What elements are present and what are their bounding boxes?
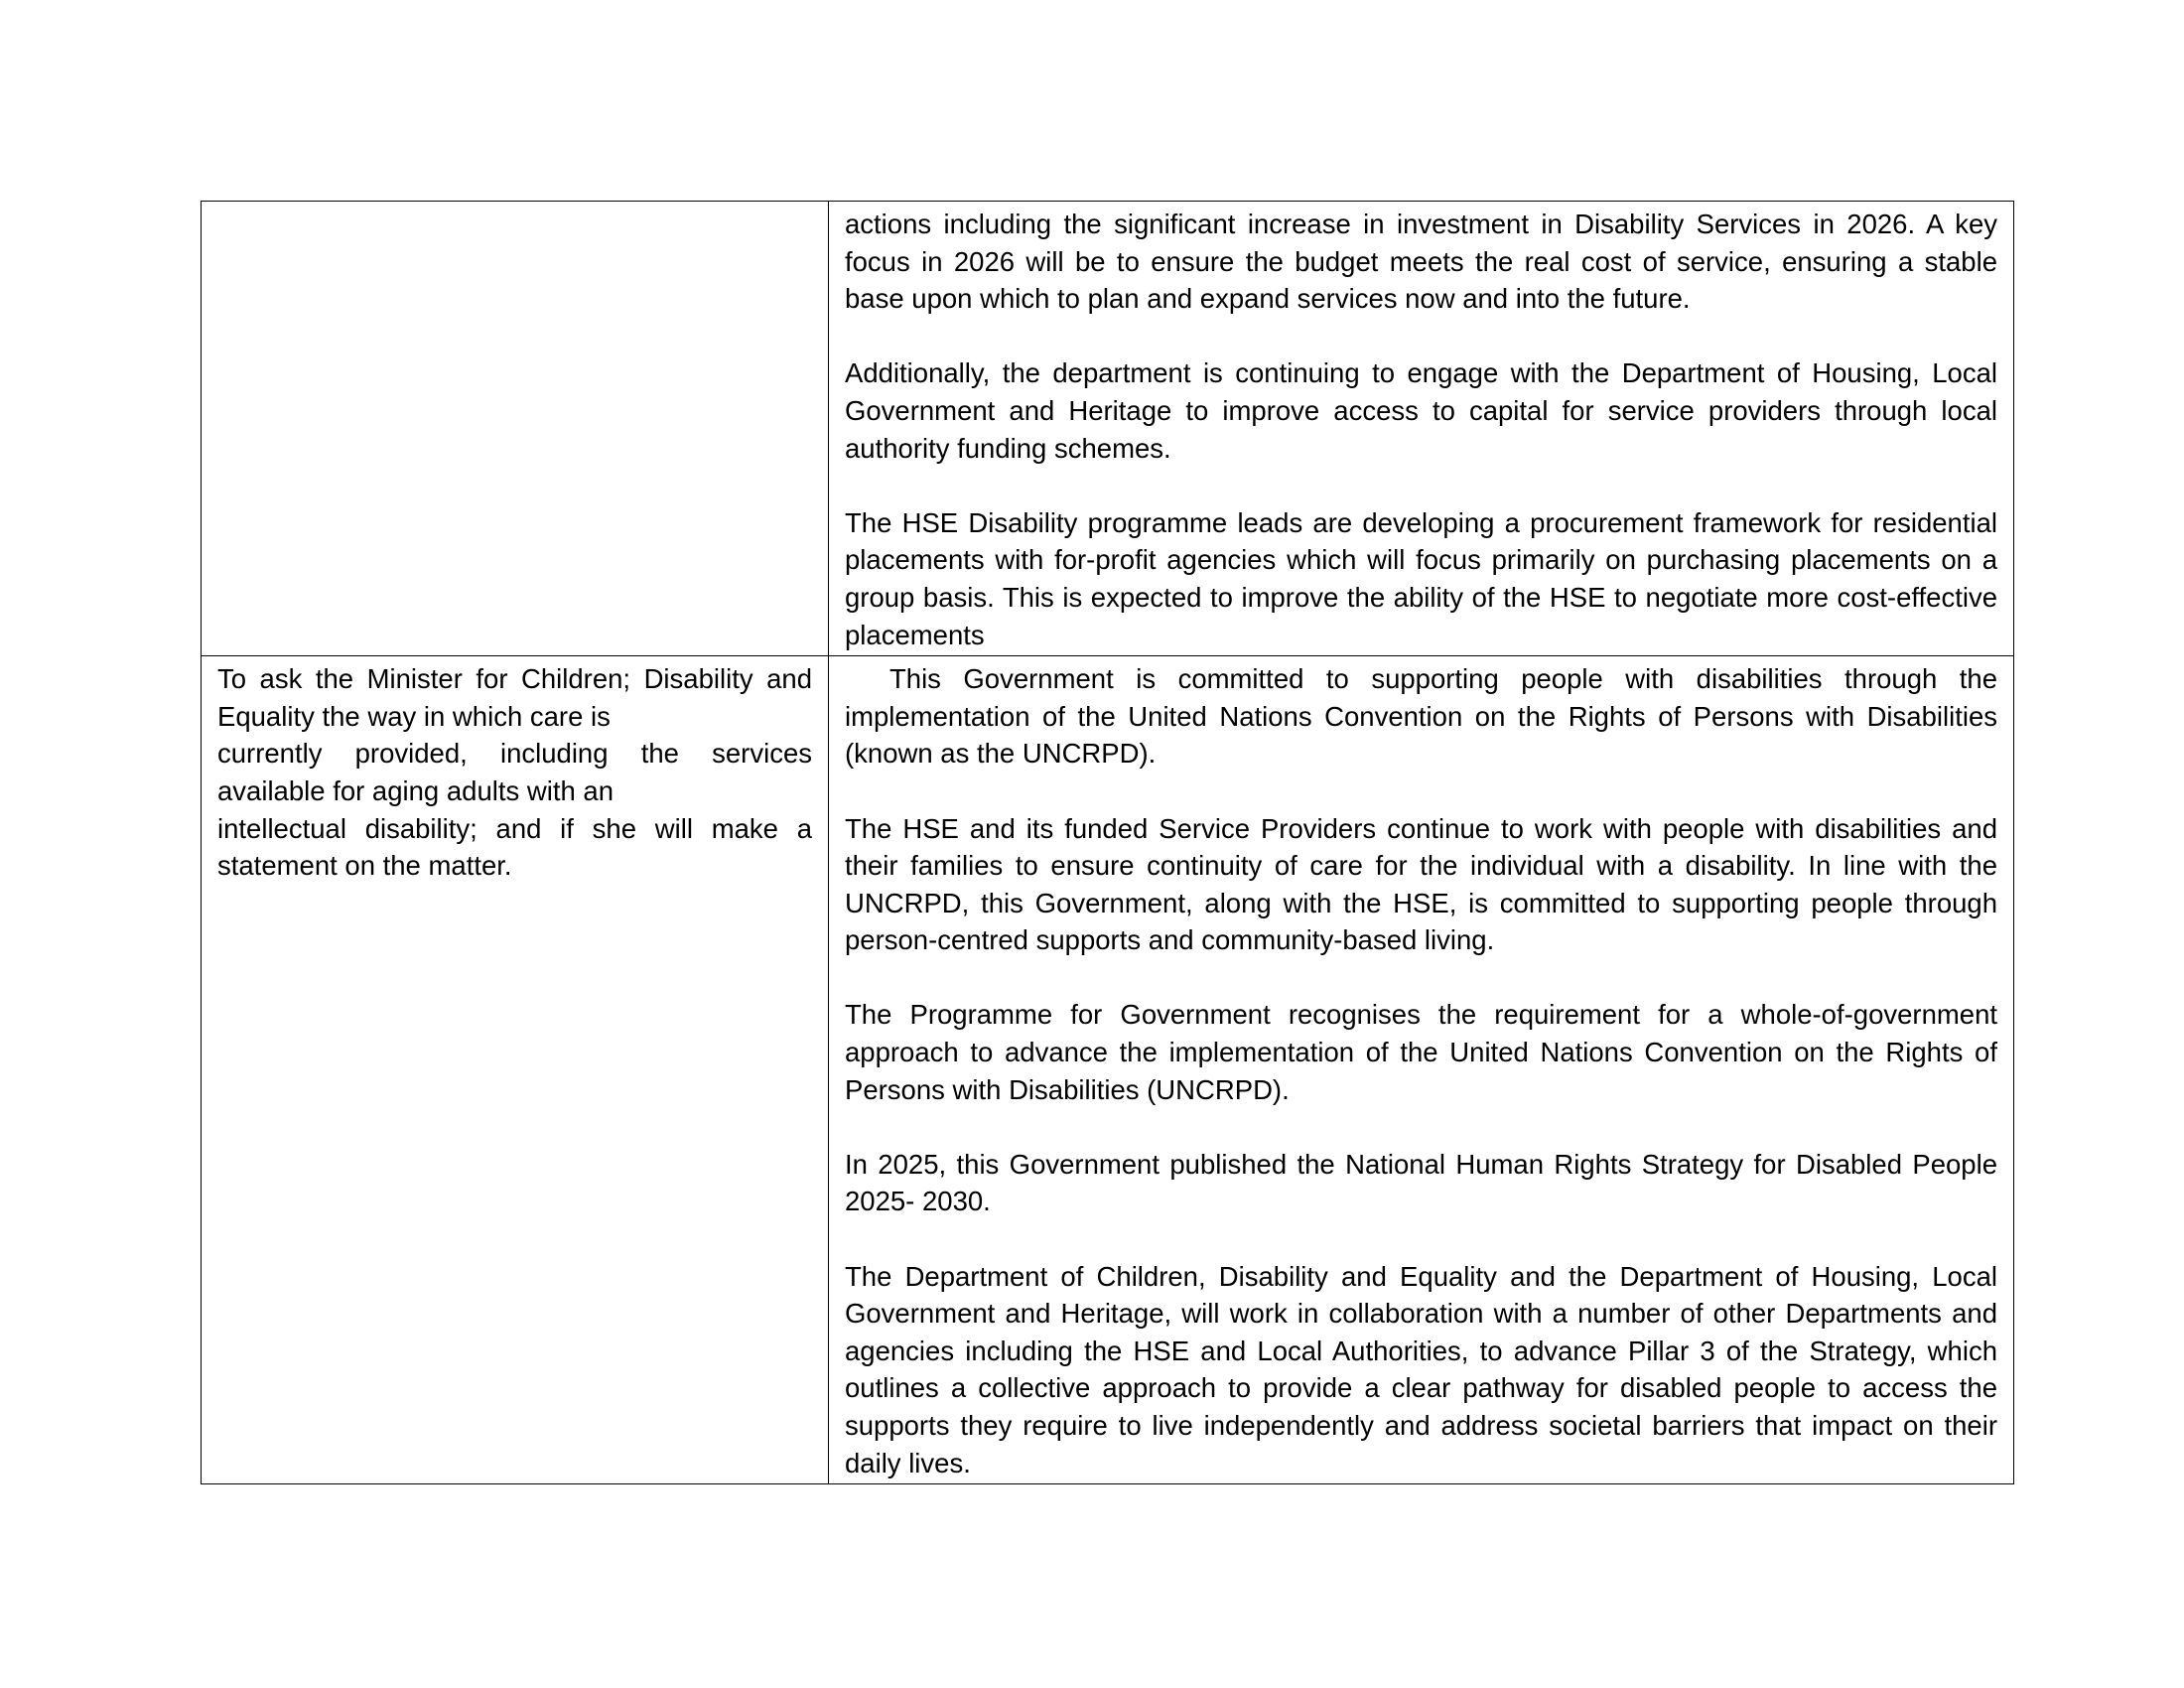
answer-paragraph: Additionally, the department is continuing to engage with the Department of Housing, Local Government and Heritage to improve access to capital for service providers through local authority funding schemes.: [845, 357, 1997, 464]
answer-paragraph: In 2025, this Government published the National Human Rights Strategy for Disabled People 2025- 2030.: [845, 1148, 1997, 1217]
question-line: Equality the way in which care is: [217, 700, 611, 732]
question-cell: [202, 656, 829, 1484]
answer-cell: [829, 656, 2014, 1484]
question-line: statement on the matter.: [217, 850, 512, 882]
table-row: [202, 202, 2014, 656]
answer-paragraph: This Government is committed to supporting people with disabilities through the implementation of the United Nations Convention on the Rights of Persons with Disabilities (known as the UNCRPD).: [845, 663, 2005, 770]
answer-paragraph: The Department of Children, Disability and Equality and the Department of Housing, Local Government and Heritage, will work in collaboration with a number of other Departments and agencies including the HSE and Local Authorities, to advance Pillar 3 of the Strategy, which outlines a collective approach to provide a clear pathway for disabled people to access the supports they require to live independently and address societal barriers that impact on their daily lives.: [845, 1260, 1997, 1478]
answer-paragraph: The HSE Disability programme leads are developing a procurement framework for residential placements with for-profit agencies which will focus primarily on purchasing placements on a group basis. This is expected to improve the ability of the HSE to negotiate more cost-effective placements: [845, 506, 1997, 650]
question-cell: [202, 202, 829, 656]
pq-answer-table: [201, 201, 2014, 1484]
answer-paragraph: The Programme for Government recognises the requirement for a whole-of-government approach to advance the implementation of the United Nations Convention on the Rights of Persons with Disabilities (UNCRPD).: [845, 999, 1997, 1105]
question-line: intellectual disability; and if she will make a: [217, 812, 812, 844]
question-line: available for aging adults with an: [217, 774, 614, 806]
answer-paragraph: The HSE and its funded Service Providers continue to work with people with disabilities and their families to ensure continuity of care for the individual with a disability. In line with the UNCRPD, this Government, along with the HSE, is committed to supporting people through person-centred supports and community-based living.: [845, 812, 1997, 956]
table-row: [202, 656, 2014, 1484]
answer-paragraph: actions including the significant increase in investment in Disability Services in 2026. A key focus in 2026 will be to ensure the budget meets the real cost of service, ensuring a stable base upon which to plan and expand services now and into the future.: [845, 209, 1997, 315]
answer-cell: [829, 202, 2014, 656]
question-line: To ask the Minister for Children; Disability and: [217, 663, 812, 695]
question-line: currently provided, including the services: [217, 738, 812, 770]
